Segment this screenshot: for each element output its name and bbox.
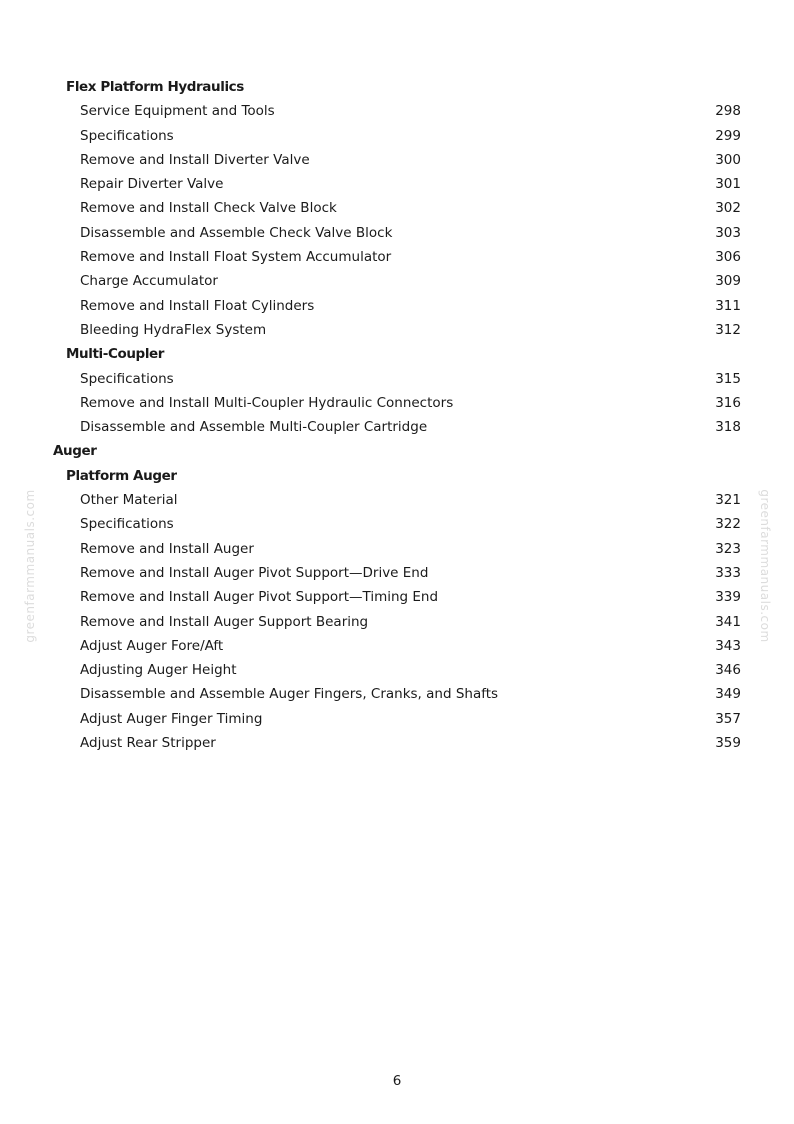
toc-entry[interactable] [0,269,794,293]
toc-entry-page-number: 333 [715,564,741,581]
toc-entry-title: Adjusting Auger Height [80,662,237,679]
toc-entry-page-number: 339 [715,589,741,606]
toc-entry-title: Remove and Install Auger Support Bearing [80,613,369,630]
watermark-right: greenfarmmanuals.com [758,489,772,643]
toc-entry-page-number: 321 [715,492,741,509]
toc-entry-title: Remove and Install Auger [80,540,254,557]
toc-entry-title: Service Equipment and Tools [80,103,275,120]
toc-entry[interactable] [0,367,794,391]
toc-section-heading [0,75,794,99]
toc-entry-title: Disassemble and Assemble Multi-Coupler Cartridge [80,419,428,436]
toc-entry-title: Adjust Auger Finger Timing [80,710,263,727]
toc-entry-page-number: 301 [715,176,741,193]
toc-entry-title: Remove and Install Auger Pivot Support—Timing End [80,589,439,606]
toc-entry-title: Flex Platform Hydraulics [66,79,244,95]
toc-entry[interactable] [0,707,794,731]
toc-entry-page-number: 315 [715,370,741,387]
toc-entry-title: Specifications [80,127,174,144]
toc-entry-title: Remove and Install Check Valve Block [80,200,337,217]
toc-entry-page-number: 343 [715,637,741,654]
toc-entry-title: Remove and Install Float System Accumulator [80,249,392,266]
toc-entry[interactable] [0,172,794,196]
toc-entry[interactable] [0,196,794,220]
toc-entry-page-number: 349 [715,686,741,703]
toc-entry[interactable] [0,148,794,172]
toc-entry-page-number: 318 [715,419,741,436]
watermark-left: greenfarmmanuals.com [23,489,37,643]
toc-entry[interactable] [0,537,794,561]
toc-entry-page-number: 306 [715,249,741,266]
toc-entry-title: Disassemble and Assemble Check Valve Block [80,224,393,241]
toc-entry[interactable] [0,245,794,269]
toc-entry[interactable] [0,318,794,342]
toc-entry-title: Remove and Install Multi-Coupler Hydraulic Connectors [80,394,454,411]
toc-entry-title: Auger [53,443,97,460]
toc-entry-title: Platform Auger [66,467,177,484]
toc-entry[interactable] [0,561,794,585]
toc-entry[interactable] [0,294,794,318]
toc-entry[interactable] [0,99,794,123]
toc-entry-title: Remove and Install Auger Pivot Support—Drive End [80,564,429,581]
toc-entry[interactable] [0,634,794,658]
toc-entry-page-number: 302 [715,200,741,217]
toc-entry[interactable] [0,610,794,634]
toc-entry-title: Remove and Install Float Cylinders [80,297,315,314]
toc-entry[interactable] [0,585,794,609]
toc-entry-page-number: 359 [715,735,741,752]
toc-section-heading [0,342,794,366]
toc-entry-title: Adjust Auger Fore/Aft [80,637,224,654]
toc-entry-title: Charge Accumulator [80,273,218,290]
toc-entry[interactable] [0,731,794,755]
page-number: 6 [392,1073,402,1089]
toc-entry-title: Specifications [80,516,174,533]
toc-entry[interactable] [0,415,794,439]
toc-section-heading [0,464,794,488]
toc-entry[interactable] [0,512,794,536]
toc-entry[interactable] [0,124,794,148]
toc-entry-title: Repair Diverter Valve [80,176,224,193]
toc-entry-title: Bleeding HydraFlex System [80,321,267,338]
toc-entry-page-number: 309 [715,273,741,290]
toc-entry-title: Adjust Rear Stripper [80,735,216,752]
toc-entry-title: Multi-Coupler [66,346,165,363]
toc-entry-title: Disassemble and Assemble Auger Fingers, Cranks, and Shafts [80,686,499,703]
toc-entry-page-number: 299 [715,127,741,144]
toc-entry[interactable] [0,682,794,706]
toc-entry[interactable] [0,221,794,245]
toc-entry-page-number: 323 [715,540,741,557]
toc-entry-title: Specifications [80,370,174,387]
toc-entry[interactable] [0,658,794,682]
toc-entry[interactable] [0,488,794,512]
toc-entry-page-number: 303 [715,224,741,241]
toc-section-heading [0,439,794,463]
toc-entry-page-number: 316 [715,394,741,411]
toc-entry[interactable] [0,391,794,415]
toc-entry-page-number: 357 [715,710,741,727]
toc-entry-page-number: 346 [715,662,741,679]
toc-entry-page-number: 300 [715,151,741,168]
toc-entry-page-number: 312 [715,321,741,338]
table-of-contents [0,75,794,755]
toc-entry-page-number: 298 [715,103,741,120]
toc-entry-page-number: 311 [715,297,741,314]
toc-entry-page-number: 322 [715,516,741,533]
toc-entry-page-number: 341 [715,613,741,630]
toc-entry-title: Remove and Install Diverter Valve [80,151,310,168]
toc-entry-title: Other Material [80,492,178,509]
